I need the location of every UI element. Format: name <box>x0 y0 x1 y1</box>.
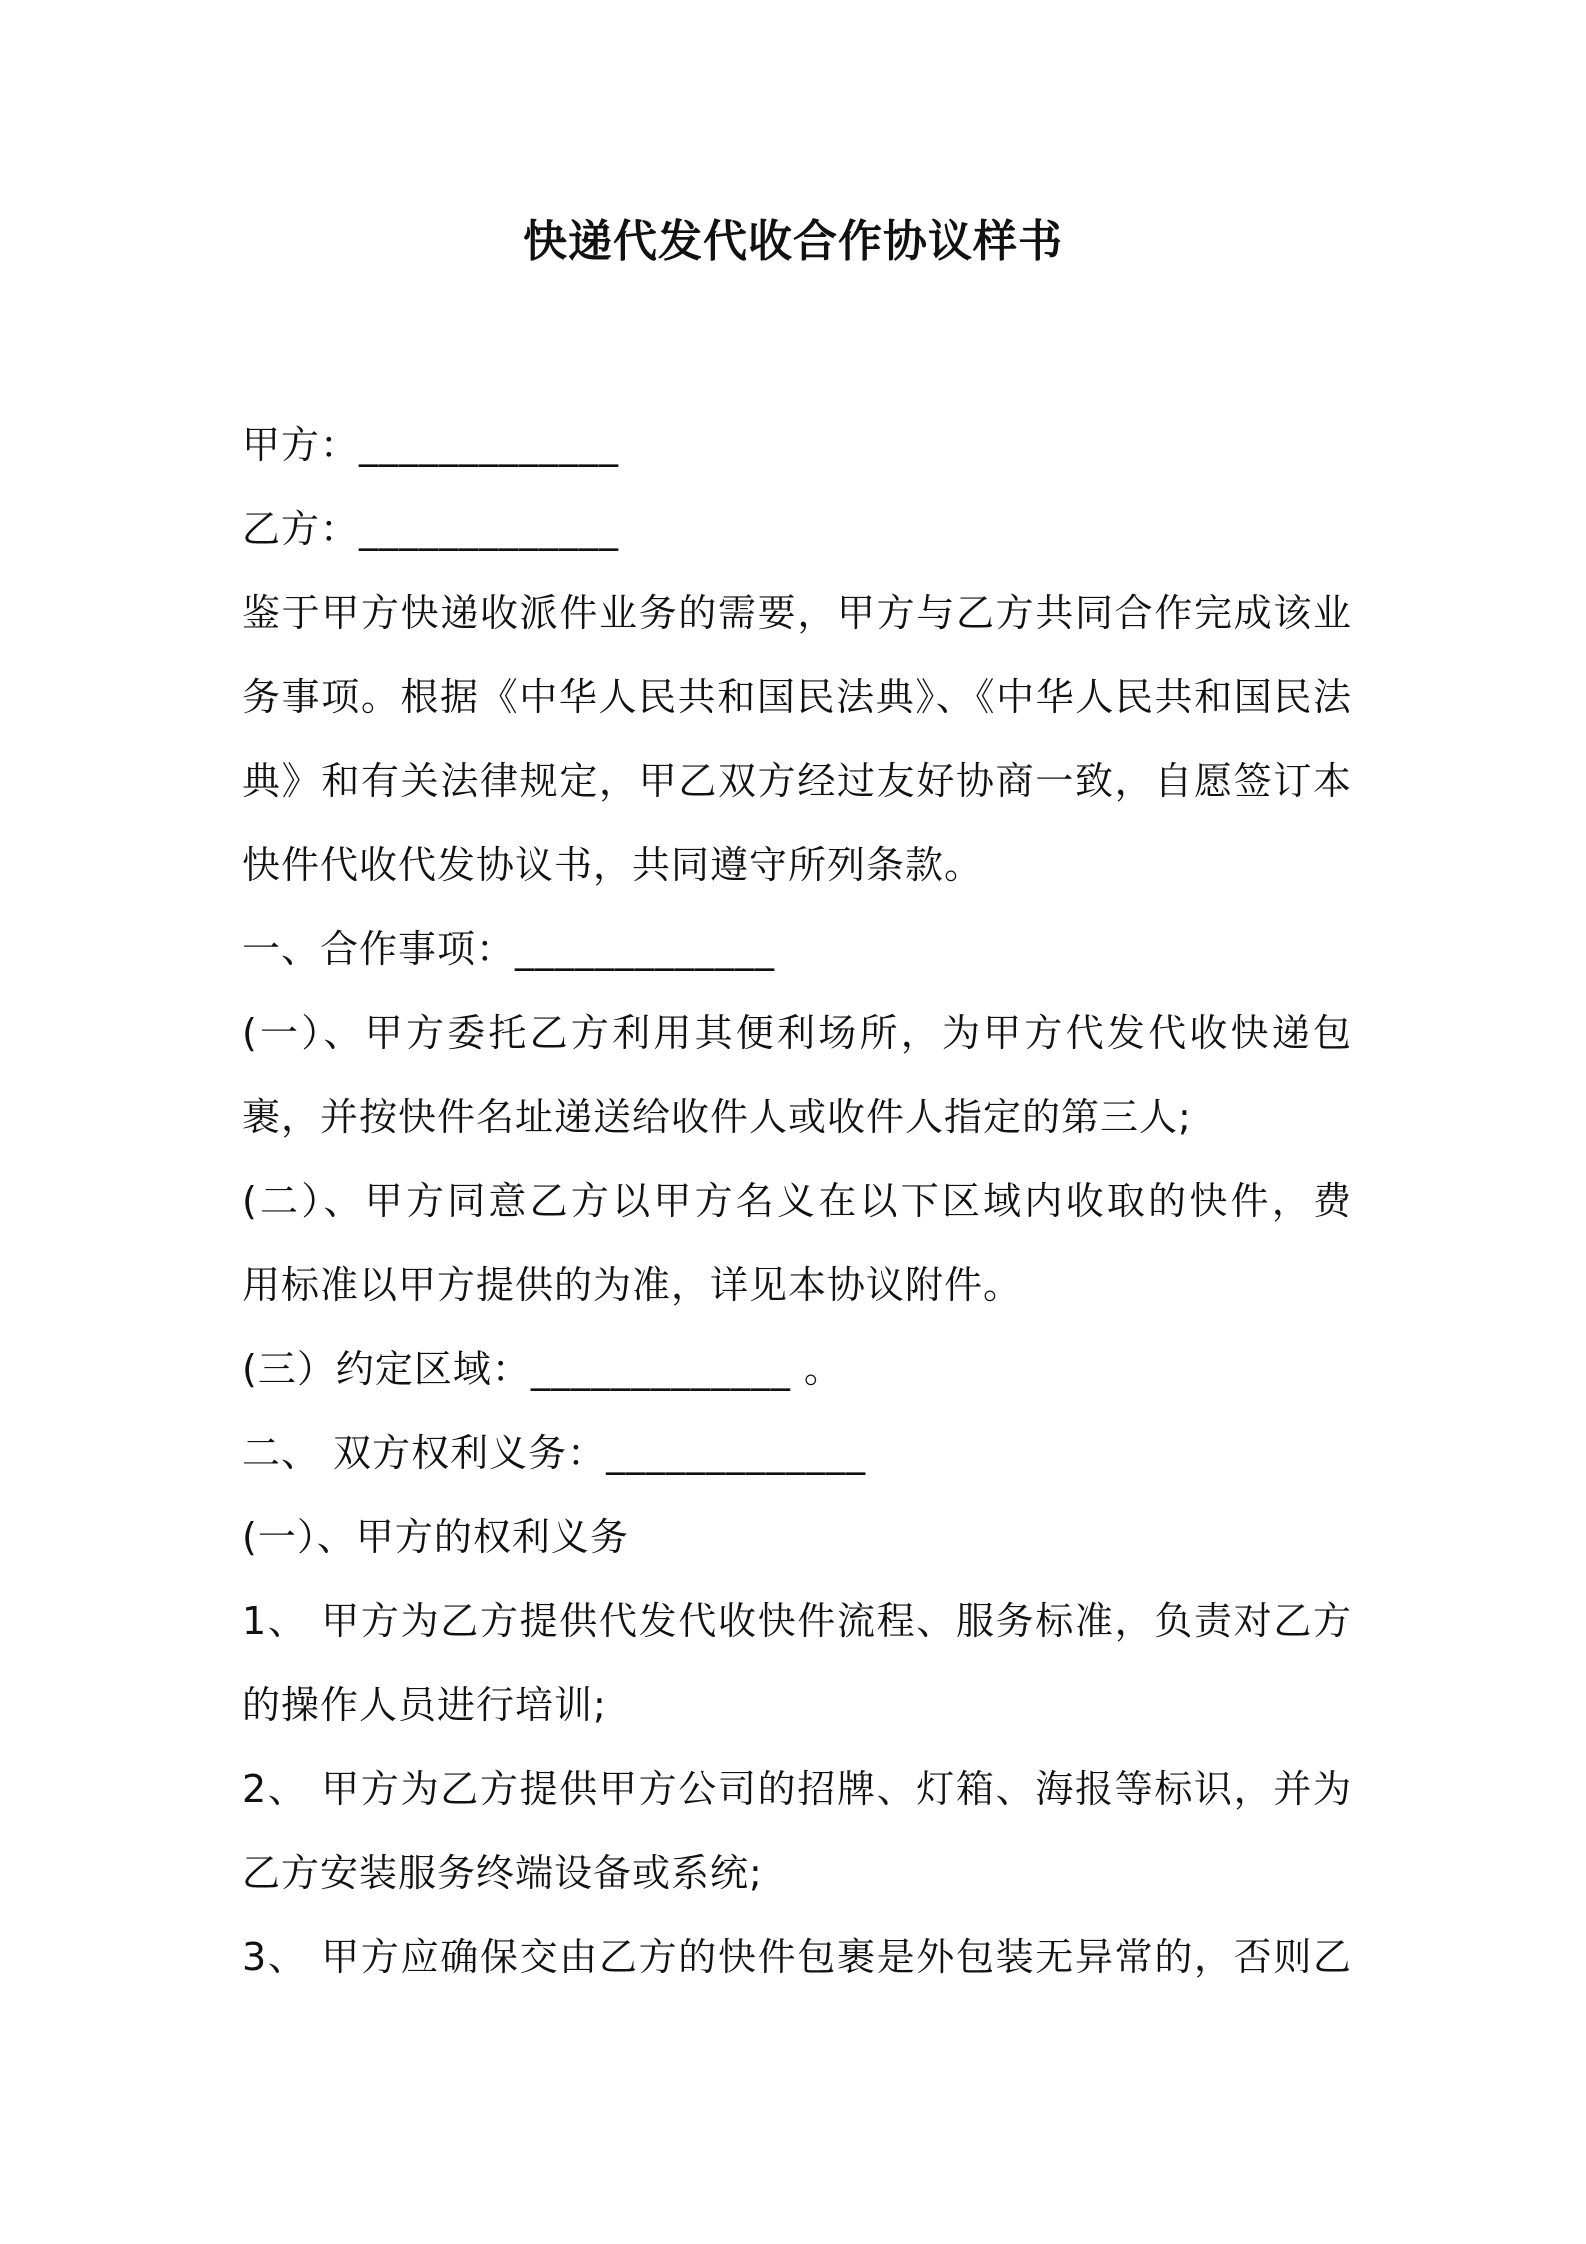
party-b-line: 乙方：_____________ <box>242 507 620 551</box>
section-1-heading: 一、合作事项：_____________ <box>242 927 776 971</box>
preamble-line-4: 快件代收代发协议书，共同遵守所列条款。 <box>242 843 984 887</box>
preamble-line-2: 务事项。根据《中华人民共和国民法典》、《中华人民共和国民法 <box>242 675 1352 719</box>
section-2-heading: 二、 双方权利义务：_____________ <box>242 1431 867 1475</box>
clause-1-line-1: 1、 甲方为乙方提供代发代收快件流程、服务标准，负责对乙方 <box>242 1599 1352 1643</box>
clause-2-line-1: 2、 甲方为乙方提供甲方公司的招牌、灯箱、海报等标识，并为 <box>242 1767 1352 1811</box>
section-1-item-3: (三）约定区域：_____________ 。 <box>242 1347 843 1391</box>
preamble-line-3: 典》和有关法律规定，甲乙双方经过友好协商一致，自愿签订本 <box>242 759 1352 803</box>
section-1-item-2-line-1: (二）、甲方同意乙方以甲方名义在以下区域内收取的快件，费 <box>242 1179 1352 1223</box>
clause-3-line-1: 3、 甲方应确保交由乙方的快件包裹是外包装无异常的，否则乙 <box>242 1935 1352 1979</box>
party-a-line: 甲方：_____________ <box>242 423 620 467</box>
document-body <box>242 403 1352 1999</box>
clause-2-line-2: 乙方安装服务终端设备或系统; <box>242 1851 763 1895</box>
section-2-subheading: (一）、甲方的权利义务 <box>242 1515 629 1559</box>
preamble-line-1: 鉴于甲方快递收派件业务的需要，甲方与乙方共同合作完成该业 <box>242 591 1352 635</box>
clause-1-line-2: 的操作人员进行培训; <box>242 1683 607 1727</box>
section-1-item-2-line-2: 用标准以甲方提供的为准，详见本协议附件。 <box>242 1263 1023 1307</box>
section-1-item-1-line-1: (一）、甲方委托乙方利用其便利场所，为甲方代发代收快递包 <box>242 1011 1352 1055</box>
section-1-item-1-line-2: 裹，并按快件名址递送给收件人或收件人指定的第三人; <box>242 1095 1192 1139</box>
document-title: 快递代发代收合作协议样书 <box>523 216 1063 267</box>
